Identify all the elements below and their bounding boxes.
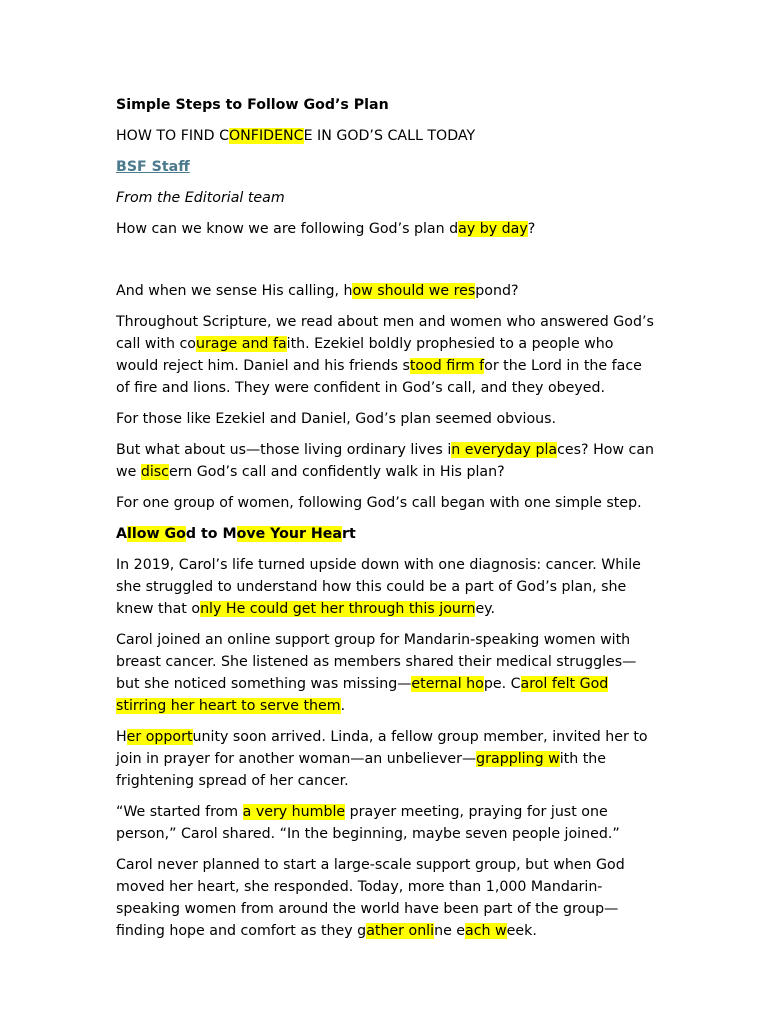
highlighted-text: arol felt God stirring her heart to serve them bbox=[116, 676, 609, 714]
highlighted-text: ove Your Hea bbox=[236, 526, 342, 542]
text-run: BSF Staff bbox=[116, 159, 190, 175]
document-title bbox=[116, 94, 656, 116]
text-run: From the Editorial team bbox=[116, 190, 285, 206]
text-run: ces? How can we bbox=[116, 442, 655, 480]
text-run: H bbox=[116, 729, 127, 745]
highlighted-text: ow should we res bbox=[352, 283, 476, 299]
text-run: For one group of women, following God’s call began with one simple step. bbox=[116, 495, 642, 511]
text-run: HOW TO FIND C bbox=[116, 128, 230, 144]
text-run: ? bbox=[527, 221, 536, 237]
highlighted-text: er opport bbox=[126, 729, 193, 745]
body-paragraph bbox=[116, 554, 656, 620]
text-run: prayer meeting, praying for just one person,” Carol shared. “In the beginning, maybe seven people joined.” bbox=[116, 804, 620, 842]
highlighted-text: ay by day bbox=[458, 221, 528, 237]
text-run: rt bbox=[341, 526, 356, 542]
highlighted-text: n everyday pla bbox=[451, 442, 558, 458]
body-paragraph bbox=[116, 311, 656, 399]
text-run: “We started from bbox=[116, 804, 243, 820]
text-run: d to M bbox=[185, 526, 237, 542]
text-run: Throughout Scripture, we read about men and women who answered God’s call with co bbox=[116, 314, 654, 352]
text-run: E IN GOD’S CALL TODAY bbox=[303, 128, 476, 144]
body-paragraph bbox=[116, 492, 656, 514]
body-paragraph bbox=[116, 408, 656, 430]
highlighted-text: disc bbox=[140, 464, 169, 480]
text-run: unity soon arrived. Linda, a fellow group member, invited her to join in prayer for another woman—an unbeliever— bbox=[116, 729, 648, 767]
body-paragraph bbox=[116, 280, 656, 302]
highlighted-text: ach w bbox=[465, 923, 507, 939]
highlighted-text: eternal ho bbox=[411, 676, 484, 692]
text-run: ey. bbox=[475, 601, 496, 617]
text-run: pond? bbox=[475, 283, 519, 299]
text-run: But what about us—those living ordinary lives i bbox=[116, 442, 452, 458]
text-run: How can we know we are following God’s plan d bbox=[116, 221, 459, 237]
body-paragraph bbox=[116, 439, 656, 483]
section-heading bbox=[116, 523, 656, 545]
text-run: Simple Steps to Follow God’s Plan bbox=[116, 97, 389, 113]
text-run: Carol joined an online support group for Mandarin-speaking women with breast cancer. She listened as members shared their medical struggles—but she noticed something was missing— bbox=[116, 632, 637, 692]
highlighted-text: tood firm f bbox=[409, 358, 485, 374]
byline bbox=[116, 187, 656, 209]
text-run: Carol never planned to start a large-scale support group, but when God moved her heart, she responded. Today, more than 1,000 Mandarin-speaking women from around the world have been part of the group—finding hope and comfort as they g bbox=[116, 857, 625, 939]
body-paragraph bbox=[116, 801, 656, 845]
body-paragraph bbox=[116, 218, 656, 240]
highlighted-text: ONFIDENC bbox=[229, 128, 304, 144]
paragraph-spacer bbox=[116, 249, 656, 271]
highlighted-text: urage and fa bbox=[195, 336, 287, 352]
body-paragraph bbox=[116, 854, 656, 942]
text-run: eek. bbox=[506, 923, 537, 939]
document-page bbox=[116, 94, 656, 951]
highlighted-text: ather onli bbox=[366, 923, 435, 939]
highlighted-text: llow Go bbox=[126, 526, 186, 542]
text-run: For those like Ezekiel and Daniel, God’s plan seemed obvious. bbox=[116, 411, 557, 427]
body-paragraph bbox=[116, 629, 656, 717]
document-subtitle bbox=[116, 125, 656, 147]
text-run: A bbox=[116, 526, 127, 542]
text-run: pe. C bbox=[483, 676, 521, 692]
text-run: ith. Ezekiel boldly prophesied to a people who would reject him. Daniel and his friends s bbox=[116, 336, 614, 374]
text-run: . bbox=[340, 698, 346, 714]
text-run: ern God’s call and confidently walk in His plan? bbox=[168, 464, 505, 480]
text-run: or the Lord in the face of fire and lions. They were confident in God’s call, and they obeyed. bbox=[116, 358, 642, 396]
text-run: In 2019, Carol’s life turned upside down with one diagnosis: cancer. While she struggled to understand how this could be a part of God’s plan, she knew that o bbox=[116, 557, 641, 617]
body-paragraph bbox=[116, 726, 656, 792]
text-run: ith the frightening spread of her cancer. bbox=[116, 751, 607, 789]
author-link[interactable] bbox=[116, 156, 656, 178]
highlighted-text: nly He could get her through this journ bbox=[200, 601, 476, 617]
text-run: ne e bbox=[434, 923, 466, 939]
highlighted-text: grappling w bbox=[476, 751, 560, 767]
highlighted-text: a very humble bbox=[242, 804, 346, 820]
text-run: And when we sense His calling, h bbox=[116, 283, 353, 299]
